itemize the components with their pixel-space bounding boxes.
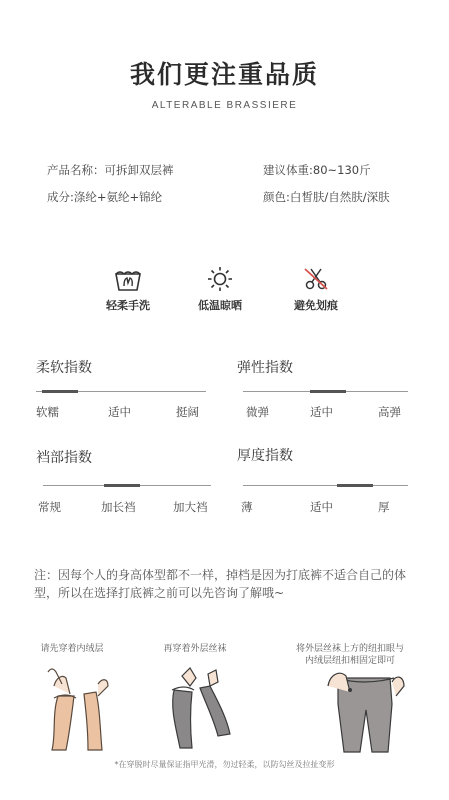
spec-composition: 成分:涤纶+氨纶+锦纶 xyxy=(47,190,163,204)
softness-index-title: 柔软指数 xyxy=(36,360,92,376)
care-item-low-temp-dry xyxy=(180,266,260,313)
elasticity-tick-low: 微弹 xyxy=(246,405,269,419)
care-label-low-temp-dry: 低温晾晒 xyxy=(198,299,242,312)
fit-note: 注：因每个人的身高体型都不一样，掉档是因为打底裤不适合自己的体型，所以在选择打底裤之前可以先咨询了解哦~ xyxy=(34,568,407,600)
sun-icon xyxy=(205,266,235,292)
crotch-tick-low: 常规 xyxy=(38,500,61,514)
thickness-tick-low: 薄 xyxy=(241,500,253,514)
softness-tick-low: 软糯 xyxy=(36,405,59,419)
step-1-illustration xyxy=(40,664,120,754)
step-2-illustration xyxy=(160,664,240,754)
elasticity-index-title: 弹性指数 xyxy=(237,360,293,376)
thickness-tick-high: 厚 xyxy=(378,500,390,514)
crotch-tick-high: 加大裆 xyxy=(173,500,208,514)
step-3-caption-line1: 将外层丝袜上方的纽扣眼与 xyxy=(295,644,404,654)
spec-colors: 颜色:白皙肤/自然肤/深肤 xyxy=(263,190,390,204)
step-3-caption-line2: 内绒层纽扣相固定即可 xyxy=(304,656,395,666)
spec-weight: 建议体重:80~130斤 xyxy=(263,163,371,177)
step-1-caption: 请先穿着内绒层 xyxy=(40,644,104,654)
care-label-hand-wash: 轻柔手洗 xyxy=(106,299,150,312)
elasticity-tick-mid: 适中 xyxy=(310,405,333,419)
softness-thumb xyxy=(42,390,78,393)
hand-wash-icon xyxy=(113,266,143,292)
footer-note: *在穿脱时尽量保证指甲光滑，勿过轻柔，以防勾丝及拉扯变形 xyxy=(114,760,335,769)
crotch-index-title: 裆部指数 xyxy=(36,450,92,466)
elasticity-thumb xyxy=(310,390,346,393)
care-label-avoid-scratch: 避免划痕 xyxy=(294,299,338,312)
care-item-hand-wash xyxy=(88,266,168,313)
thickness-thumb xyxy=(337,484,373,487)
thickness-index-title: 厚度指数 xyxy=(237,448,293,464)
softness-tick-high: 挺阔 xyxy=(176,405,199,419)
step-2-caption: 再穿着外层丝袜 xyxy=(163,644,227,654)
crotch-tick-mid: 加长裆 xyxy=(101,500,136,514)
page-subtitle: ALTERABLE BRASSIERE xyxy=(151,100,298,111)
care-item-avoid-scratch xyxy=(276,266,356,313)
page-title: 我们更注重品质 xyxy=(129,60,319,89)
softness-tick-mid: 适中 xyxy=(108,405,131,419)
elasticity-tick-high: 高弹 xyxy=(378,405,401,419)
thickness-tick-mid: 适中 xyxy=(310,500,333,514)
step-3-illustration xyxy=(320,664,410,754)
thickness-track xyxy=(243,485,408,486)
crotch-thumb xyxy=(104,484,140,487)
no-scratch-icon xyxy=(301,266,331,292)
spec-product-name: 产品名称：可拆卸双层裤 xyxy=(47,163,174,177)
